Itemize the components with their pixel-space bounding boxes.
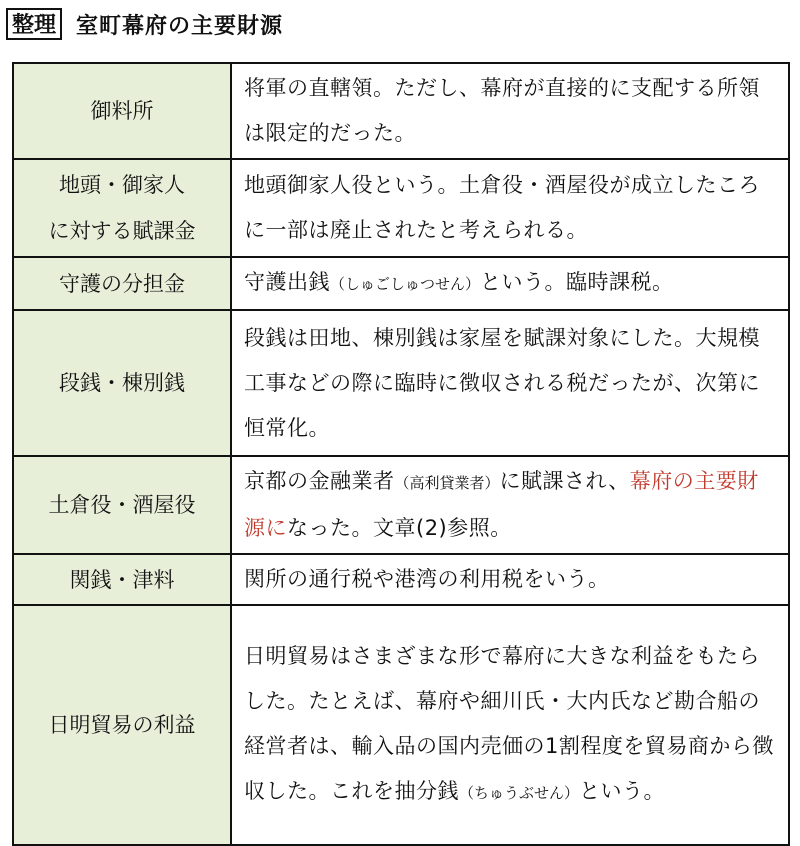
table-row: [13, 257, 789, 310]
row-label: 関銭・津料: [13, 554, 231, 605]
table-row: [13, 63, 789, 159]
row-description: [231, 456, 789, 554]
row-description: [231, 605, 789, 845]
row-label: 段銭・棟別銭: [13, 310, 231, 456]
desc-text: という。: [579, 779, 666, 803]
summary-tag: 整理: [6, 8, 62, 40]
desc-text: に賦課され、: [499, 469, 630, 493]
desc-text: という。臨時課税。: [480, 270, 674, 294]
row-description: 地頭御家人役という。土倉役・酒屋役が成立したころに一部は廃止されたと考えられる。: [231, 159, 789, 257]
row-label: 日明貿易の利益: [13, 605, 231, 845]
table-row: [13, 605, 789, 845]
reading-note: （ちゅうぶせん）: [459, 784, 580, 802]
row-description: [231, 257, 789, 310]
page-title: 室町幕府の主要財源: [76, 13, 284, 39]
desc-text: 日明貿易はさまざまな形で幕府に大きな利益をもたらした。たとえば、幕府や細川氏・大内氏など勘合船の経営者は、輸入品の国内売価の1割程度を貿易商から徴収した。これを抽分銭: [244, 644, 774, 803]
row-label: 土倉役・酒屋役: [13, 456, 231, 554]
row-description: 関所の通行税や港湾の利用税をいう。: [231, 554, 789, 605]
section-header: [6, 6, 283, 42]
table-row: [13, 456, 789, 554]
table-row: [13, 310, 789, 456]
reading-note: （高利貸業者）: [394, 474, 500, 492]
revenue-table: [12, 62, 790, 846]
highlight-text: 幕府の主要財源に: [244, 469, 759, 540]
reading-note: （しゅごしゅつせん）: [330, 275, 481, 293]
table-row: [13, 554, 789, 605]
table-row: [13, 159, 789, 257]
row-description: 段銭は田地、棟別銭は家屋を賦課対象にした。大規模工事などの際に臨時に徴収される税だったが、次第に恒常化。: [231, 310, 789, 456]
row-label: 守護の分担金: [13, 257, 231, 310]
row-label-line: に対する賦課金: [48, 219, 196, 243]
desc-text: なった。文章(2)参照。: [287, 516, 512, 540]
desc-text: 守護出銭: [244, 270, 330, 294]
row-label: [13, 159, 231, 257]
row-description: 将軍の直轄領。ただし、幕府が直接的に支配する所領は限定的だった。: [231, 63, 789, 159]
desc-text: 京都の金融業者: [244, 469, 395, 493]
row-label: 御料所: [13, 63, 231, 159]
row-label-line: 地頭・御家人: [59, 173, 185, 197]
